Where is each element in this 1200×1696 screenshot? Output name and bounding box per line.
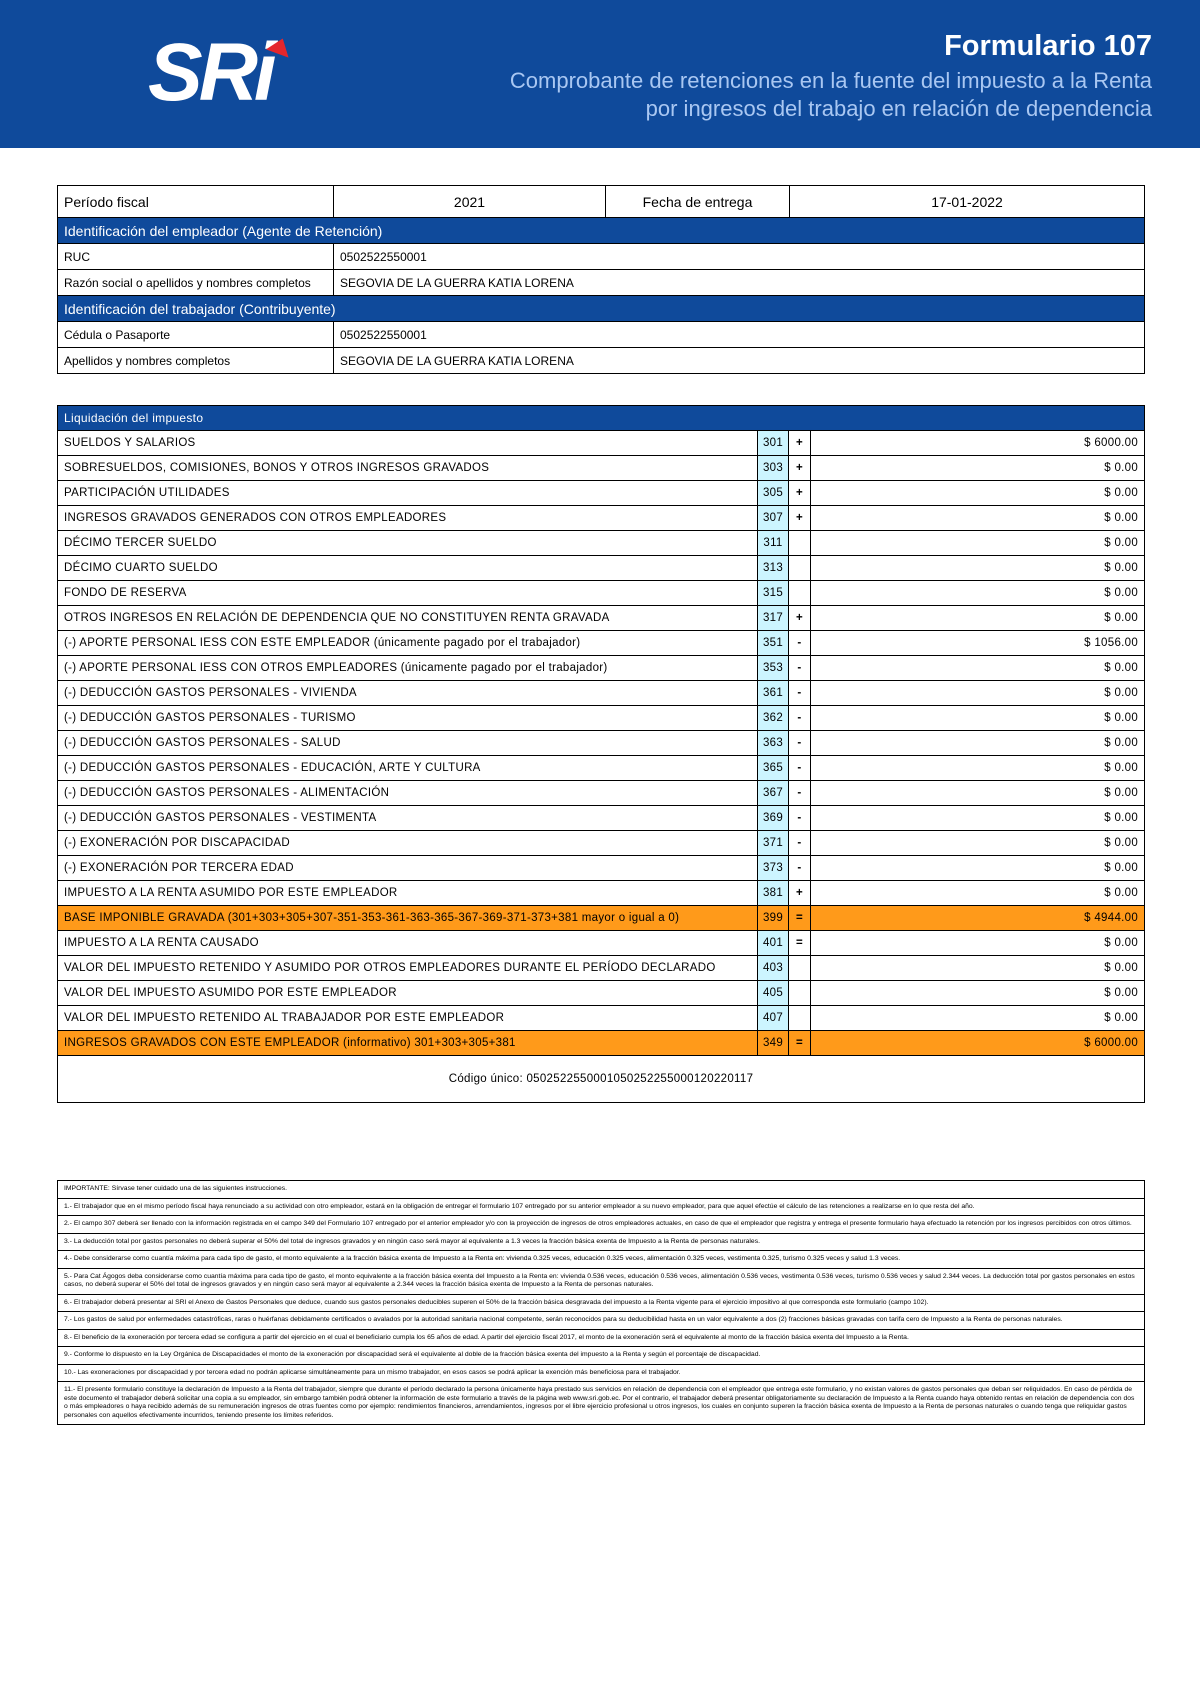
liquidacion-row-value: $ 0.00 <box>811 931 1145 956</box>
cedula-row <box>58 322 1145 348</box>
liquidacion-row-value: $ 0.00 <box>811 731 1145 756</box>
liquidacion-table <box>57 405 1145 1103</box>
liquidacion-row-code: 349 <box>758 1031 789 1056</box>
liquidacion-row-code: 317 <box>758 606 789 631</box>
liquidacion-row-label: SUELDOS Y SALARIOS <box>58 431 758 456</box>
liquidacion-row-sign: - <box>789 681 811 706</box>
apellidos-value: SEGOVIA DE LA GUERRA KATIA LORENA <box>334 348 1145 374</box>
liquidacion-row-value: $ 0.00 <box>811 481 1145 506</box>
liquidacion-row-code: 315 <box>758 581 789 606</box>
header-banner <box>0 0 1200 148</box>
liquidacion-row-label: BASE IMPONIBLE GRAVADA (301+303+305+307-351-353-361-363-365-367-369-371-373+381 mayor o igual a 0) <box>58 906 758 931</box>
liquidacion-row-label: (-) DEDUCCIÓN GASTOS PERSONALES - ALIMENTACIÓN <box>58 781 758 806</box>
liquidacion-row-label: (-) APORTE PERSONAL IESS CON OTROS EMPLEADORES (únicamente pagado por el trabajador) <box>58 656 758 681</box>
liquidacion-row-sign: - <box>789 806 811 831</box>
razon-value: SEGOVIA DE LA GUERRA KATIA LORENA <box>334 270 1145 296</box>
liquidacion-row-code: 405 <box>758 981 789 1006</box>
liquidacion-row-value: $ 6000.00 <box>811 431 1145 456</box>
liquidacion-row-code: 363 <box>758 731 789 756</box>
liquidacion-row-code: 303 <box>758 456 789 481</box>
liquidacion-row-sign <box>789 556 811 581</box>
liquidacion-row <box>58 581 1145 606</box>
ruc-value: 0502522550001 <box>334 244 1145 270</box>
liquidacion-row-code: 351 <box>758 631 789 656</box>
note-text: 3.- La deducción total por gastos personales no deberá superar el 50% del total de ingresos gravados y en ningún caso será mayor al equivalente a 1.3 veces la fracción básica exenta de Impuesto a la Renta de personas naturales. <box>58 1233 1145 1251</box>
razon-label: Razón social o apellidos y nombres completos <box>58 270 334 296</box>
ruc-label: RUC <box>58 244 334 270</box>
liquidacion-row-label: (-) DEDUCCIÓN GASTOS PERSONALES - SALUD <box>58 731 758 756</box>
liquidacion-row <box>58 1006 1145 1031</box>
note-text: 8.- El beneficio de la exoneración por tercera edad se configura a partir del ejercicio en el cual el beneficiario cumpla los 65 años de edad. A partir del ejercicio fiscal 2017, el monto de la exoneración será el equivalente al monto de la fracción básica exenta del Impuesto a la Renta. <box>58 1329 1145 1347</box>
liquidacion-row-sign: + <box>789 456 811 481</box>
liquidacion-row-value: $ 0.00 <box>811 531 1145 556</box>
note-text: 2.- El campo 307 deberá ser llenado con la información registrada en el campo 349 del Formulario 107 entregado por el anterior empleador y/o con la proyección de ingresos de otros empleadores actuales, en caso de que el empleador que registra y entrega el presente formulario haya efectuado la retención por los ingresos percibidos con otros últimos. <box>58 1216 1145 1234</box>
liquidacion-row-value: $ 0.00 <box>811 956 1145 981</box>
liquidacion-row-sign: - <box>789 781 811 806</box>
liquidacion-row-code: 373 <box>758 856 789 881</box>
note-row <box>58 1382 1145 1425</box>
liquidacion-row-label: (-) EXONERACIÓN POR TERCERA EDAD <box>58 856 758 881</box>
note-text: 1.- El trabajador que en el mismo período fiscal haya renunciado a su actividad con otro empleador, estará en la obligación de entregar el formulario 107 entregado por su anterior empleador a su nuevo empleador, para que aquel efectúe el cálculo de las retenciones a realizarse en lo que resta del año. <box>58 1198 1145 1216</box>
liquidacion-row-label: DÉCIMO TERCER SUELDO <box>58 531 758 556</box>
trabajador-section-row <box>58 296 1145 322</box>
liquidacion-row-sign <box>789 1006 811 1031</box>
note-row <box>58 1268 1145 1294</box>
liquidacion-row-label: (-) DEDUCCIÓN GASTOS PERSONALES - TURISMO <box>58 706 758 731</box>
liquidacion-row-label: INGRESOS GRAVADOS GENERADOS CON OTROS EMPLEADORES <box>58 506 758 531</box>
liquidacion-row-value: $ 0.00 <box>811 681 1145 706</box>
liquidacion-row-label: SOBRESUELDOS, COMISIONES, BONOS Y OTROS INGRESOS GRAVADOS <box>58 456 758 481</box>
liquidacion-row <box>58 681 1145 706</box>
liquidacion-row-value: $ 6000.00 <box>811 1031 1145 1056</box>
apellidos-row <box>58 348 1145 374</box>
liquidacion-row-value: $ 0.00 <box>811 456 1145 481</box>
trabajador-section-title: Identificación del trabajador (Contribuyente) <box>58 296 1145 322</box>
liquidacion-row-value: $ 0.00 <box>811 606 1145 631</box>
note-text: 7.- Los gastos de salud por enfermedades catastróficas, raras o huérfanas debidamente certificados o avalados por la autoridad sanitaria nacional competente, serán reconocidos para su deducibilidad hasta en un valor equivalente a dos (2) fracciones básicas gravadas con tarifa cero de Impuesto a la Renta de personas naturales. <box>58 1312 1145 1330</box>
liquidacion-row-value: $ 1056.00 <box>811 631 1145 656</box>
liquidacion-row <box>58 756 1145 781</box>
liquidacion-row-sign: + <box>789 506 811 531</box>
liquidacion-row-sign: + <box>789 481 811 506</box>
liquidacion-row-sign: - <box>789 756 811 781</box>
logo-text: SRi <box>148 27 273 118</box>
form-title: Formulario 107 <box>944 30 1152 62</box>
form-subtitle-line1: Comprobante de retenciones en la fuente del impuesto a la Renta <box>509 68 1152 93</box>
liquidacion-row-label: IMPUESTO A LA RENTA CAUSADO <box>58 931 758 956</box>
note-row <box>58 1294 1145 1312</box>
liquidacion-row-code: 381 <box>758 881 789 906</box>
cedula-label: Cédula o Pasaporte <box>58 322 334 348</box>
note-row <box>58 1329 1145 1347</box>
liquidacion-row-label: PARTICIPACIÓN UTILIDADES <box>58 481 758 506</box>
liquidacion-row-value: $ 0.00 <box>811 506 1145 531</box>
liquidacion-row <box>58 506 1145 531</box>
liquidacion-row-label: OTROS INGRESOS EN RELACIÓN DE DEPENDENCIA QUE NO CONSTITUYEN RENTA GRAVADA <box>58 606 758 631</box>
liquidacion-row <box>58 631 1145 656</box>
liquidacion-row-sign: - <box>789 706 811 731</box>
liquidacion-row-sign: - <box>789 656 811 681</box>
liquidacion-row-code: 353 <box>758 656 789 681</box>
liquidacion-row-code: 371 <box>758 831 789 856</box>
liquidacion-row-value: $ 0.00 <box>811 831 1145 856</box>
note-row <box>58 1347 1145 1365</box>
liquidacion-row-sign: - <box>789 731 811 756</box>
periodo-value: 2021 <box>334 186 606 218</box>
periodo-label: Período fiscal <box>58 186 334 218</box>
cedula-value: 0502522550001 <box>334 322 1145 348</box>
liquidacion-row-code: 362 <box>758 706 789 731</box>
liquidacion-row <box>58 931 1145 956</box>
liquidacion-row-code: 407 <box>758 1006 789 1031</box>
liquidacion-row-label: (-) DEDUCCIÓN GASTOS PERSONALES - EDUCACIÓN, ARTE Y CULTURA <box>58 756 758 781</box>
liquidacion-row-sign <box>789 981 811 1006</box>
note-row <box>58 1216 1145 1234</box>
liquidacion-row <box>58 531 1145 556</box>
form-subtitle-line2: por ingresos del trabajo en relación de dependencia <box>645 96 1152 121</box>
note-row <box>58 1312 1145 1330</box>
liquidacion-row <box>58 731 1145 756</box>
liquidacion-row-sign: - <box>789 856 811 881</box>
liquidacion-row-label: DÉCIMO CUARTO SUELDO <box>58 556 758 581</box>
liquidacion-row-value: $ 0.00 <box>811 706 1145 731</box>
liquidacion-row <box>58 606 1145 631</box>
liquidacion-row <box>58 806 1145 831</box>
liquidacion-row-code: 305 <box>758 481 789 506</box>
liquidacion-row-label: IMPUESTO A LA RENTA ASUMIDO POR ESTE EMPLEADOR <box>58 881 758 906</box>
liquidacion-row <box>58 956 1145 981</box>
notes-table <box>57 1180 1145 1425</box>
liquidacion-row-value: $ 0.00 <box>811 981 1145 1006</box>
liquidacion-row-value: $ 0.00 <box>811 756 1145 781</box>
liquidacion-row-sign: - <box>789 831 811 856</box>
liquidacion-row-sign: + <box>789 431 811 456</box>
liquidacion-row-code: 401 <box>758 931 789 956</box>
liquidacion-row-sign <box>789 581 811 606</box>
liquidacion-row-code: 367 <box>758 781 789 806</box>
note-row <box>58 1233 1145 1251</box>
note-text: 4.- Debe considerarse como cuantía máxima para cada tipo de gasto, el monto equivalente a la fracción básica exenta de Impuesto a la Renta en: vivienda 0.325 veces, educación 0.325 veces, alimentación 0.325 veces, vestimenta 0.325, turismo 0.325 veces y salud 1.3 veces. <box>58 1251 1145 1269</box>
liquidacion-row-value: $ 0.00 <box>811 1006 1145 1031</box>
period-row <box>58 186 1145 218</box>
liquidacion-row-label: (-) APORTE PERSONAL IESS CON ESTE EMPLEADOR (únicamente pagado por el trabajador) <box>58 631 758 656</box>
liquidacion-row-value: $ 0.00 <box>811 581 1145 606</box>
liquidacion-row-label: VALOR DEL IMPUESTO RETENIDO Y ASUMIDO POR OTROS EMPLEADORES DURANTE EL PERÍODO DECLARADO <box>58 956 758 981</box>
liquidacion-row-sign <box>789 531 811 556</box>
liquidacion-row-label: (-) DEDUCCIÓN GASTOS PERSONALES - VIVIENDA <box>58 681 758 706</box>
liquidacion-row-sign: + <box>789 606 811 631</box>
note-row <box>58 1364 1145 1382</box>
liquidacion-row-value: $ 0.00 <box>811 881 1145 906</box>
note-text: 10.- Las exoneraciones por discapacidad y por tercera edad no podrán aplicarse simultáneamente para un mismo trabajador, en esos casos se podrá aplicar la exención más beneficiosa para el trabajador. <box>58 1364 1145 1382</box>
liquidacion-title: Liquidación del impuesto <box>58 406 1145 431</box>
liquidacion-row-value: $ 4944.00 <box>811 906 1145 931</box>
liquidacion-row <box>58 881 1145 906</box>
liquidacion-row-sign: = <box>789 906 811 931</box>
liquidacion-row <box>58 431 1145 456</box>
liquidacion-row-code: 313 <box>758 556 789 581</box>
liquidacion-row-label: VALOR DEL IMPUESTO ASUMIDO POR ESTE EMPLEADOR <box>58 981 758 1006</box>
liquidacion-row-code: 369 <box>758 806 789 831</box>
identification-table <box>57 185 1145 374</box>
liquidacion-row-sign: = <box>789 931 811 956</box>
codigo-unico-row <box>58 1056 1145 1103</box>
form-subtitle <box>510 67 1152 123</box>
empleador-section-title: Identificación del empleador (Agente de Retención) <box>58 218 1145 244</box>
liquidacion-row <box>58 1031 1145 1056</box>
notes-heading: IMPORTANTE: Sírvase tener cuidado una de las siguientes instrucciones. <box>58 1181 1145 1199</box>
liquidacion-row-label: INGRESOS GRAVADOS CON ESTE EMPLEADOR (informativo) 301+303+305+381 <box>58 1031 758 1056</box>
liquidacion-row-label: VALOR DEL IMPUESTO RETENIDO AL TRABAJADOR POR ESTE EMPLEADOR <box>58 1006 758 1031</box>
note-text: 9.- Conforme lo dispuesto en la Ley Orgánica de Discapacidades el monto de la exoneración por discapacidad será el equivalente al doble de la fracción básica exenta del impuesto a la Renta y según el porcentaje de discapacidad. <box>58 1347 1145 1365</box>
liquidacion-row <box>58 481 1145 506</box>
liquidacion-row-label: FONDO DE RESERVA <box>58 581 758 606</box>
liquidacion-row <box>58 556 1145 581</box>
codigo-unico: Código único: 05025225500010502522550001202201​17 <box>58 1056 1145 1103</box>
liquidacion-row-code: 403 <box>758 956 789 981</box>
liquidacion-row-value: $ 0.00 <box>811 856 1145 881</box>
liquidacion-row-code: 365 <box>758 756 789 781</box>
note-text: 11.- El presente formulario constituye la declaración de Impuesto a la Renta del trabajador, siempre que durante el período declarado la persona únicamente haya prestado sus servicios en relación de dependencia con el empleador que entrega este formulario, y no existan valores de gastos personales que deban ser reliquidados. En caso de pérdida de este documento el trabajador deberá solicitar una copia a su empleador, sin embargo también podrá obtener la información de este formulario a través de la página web www.sri.gob.ec. Por el contrario, el trabajador deberá presentar obligatoriamente su declaración de Impuesto a la Renta cuando haya obtenido rentas en relación de dependencia con dos o más empleadores o haya recibido además de su remuneración ingresos de otras fuentes como por ejemplo: rendimientos financieros, arrendamientos, ingresos por el libre ejercicio profesional u otros ingresos, los cuales en conjunto superen la fracción básica exenta de Impuesto a la Renta de personas naturales o cuando tenga que reliquidar gastos personales con aquellos efectivamente incurridos, teniendo presente los límites referidos. <box>58 1382 1145 1425</box>
liquidacion-row-value: $ 0.00 <box>811 806 1145 831</box>
note-row <box>58 1198 1145 1216</box>
liquidacion-row <box>58 906 1145 931</box>
liquidacion-row-code: 307 <box>758 506 789 531</box>
liquidacion-row-code: 399 <box>758 906 789 931</box>
empleador-section-row <box>58 218 1145 244</box>
liquidacion-row-code: 301 <box>758 431 789 456</box>
apellidos-label: Apellidos y nombres completos <box>58 348 334 374</box>
liquidacion-row-sign: = <box>789 1031 811 1056</box>
liquidacion-row-label: (-) DEDUCCIÓN GASTOS PERSONALES - VESTIMENTA <box>58 806 758 831</box>
liquidacion-row-value: $ 0.00 <box>811 556 1145 581</box>
razon-row <box>58 270 1145 296</box>
liquidacion-row <box>58 831 1145 856</box>
liquidacion-row <box>58 656 1145 681</box>
liquidacion-row-sign: + <box>789 881 811 906</box>
fecha-label: Fecha de entrega <box>606 186 790 218</box>
note-text: 5.- Para Cat Ágogos deba considerarse como cuantía máxima para cada tipo de gasto, el monto equivalente a la fracción básica exenta del Impuesto a la Renta en: vivienda 0.536 veces, educación 0.536 veces, alimentación 0.536 veces, vestimenta 0.536 veces, turismo 0.536 veces y salud 2.344 veces. La deducción total por gastos personales en estos casos, no deberá superar el 50% del total de ingresos gravados y en ningún caso será mayor al equivalente a 2.344 veces la fracción básica exenta de Impuesto a la Renta de personas naturales. <box>58 1268 1145 1294</box>
liquidacion-row <box>58 856 1145 881</box>
liquidacion-row <box>58 981 1145 1006</box>
liquidacion-row-sign: - <box>789 631 811 656</box>
liquidacion-row-code: 361 <box>758 681 789 706</box>
liquidacion-row <box>58 706 1145 731</box>
note-text: 6.- El trabajador deberá presentar al SRI el Anexo de Gastos Personales que deduce, cuando sus gastos personales deducibles superen el 50% de la fracción básica desgravada del impuesto a la Renta vigente para el ejercicio impositivo al que corresponda este formulario (campo 102). <box>58 1294 1145 1312</box>
note-row <box>58 1251 1145 1269</box>
liquidacion-header-row <box>58 406 1145 431</box>
liquidacion-row-sign <box>789 956 811 981</box>
liquidacion-row-code: 311 <box>758 531 789 556</box>
liquidacion-row-value: $ 0.00 <box>811 781 1145 806</box>
sri-logo <box>148 27 298 118</box>
liquidacion-row-value: $ 0.00 <box>811 656 1145 681</box>
ruc-row <box>58 244 1145 270</box>
liquidacion-row <box>58 781 1145 806</box>
liquidacion-row-label: (-) EXONERACIÓN POR DISCAPACIDAD <box>58 831 758 856</box>
fecha-value: 17-01-2022 <box>790 186 1145 218</box>
liquidacion-row <box>58 456 1145 481</box>
note-row <box>58 1181 1145 1199</box>
